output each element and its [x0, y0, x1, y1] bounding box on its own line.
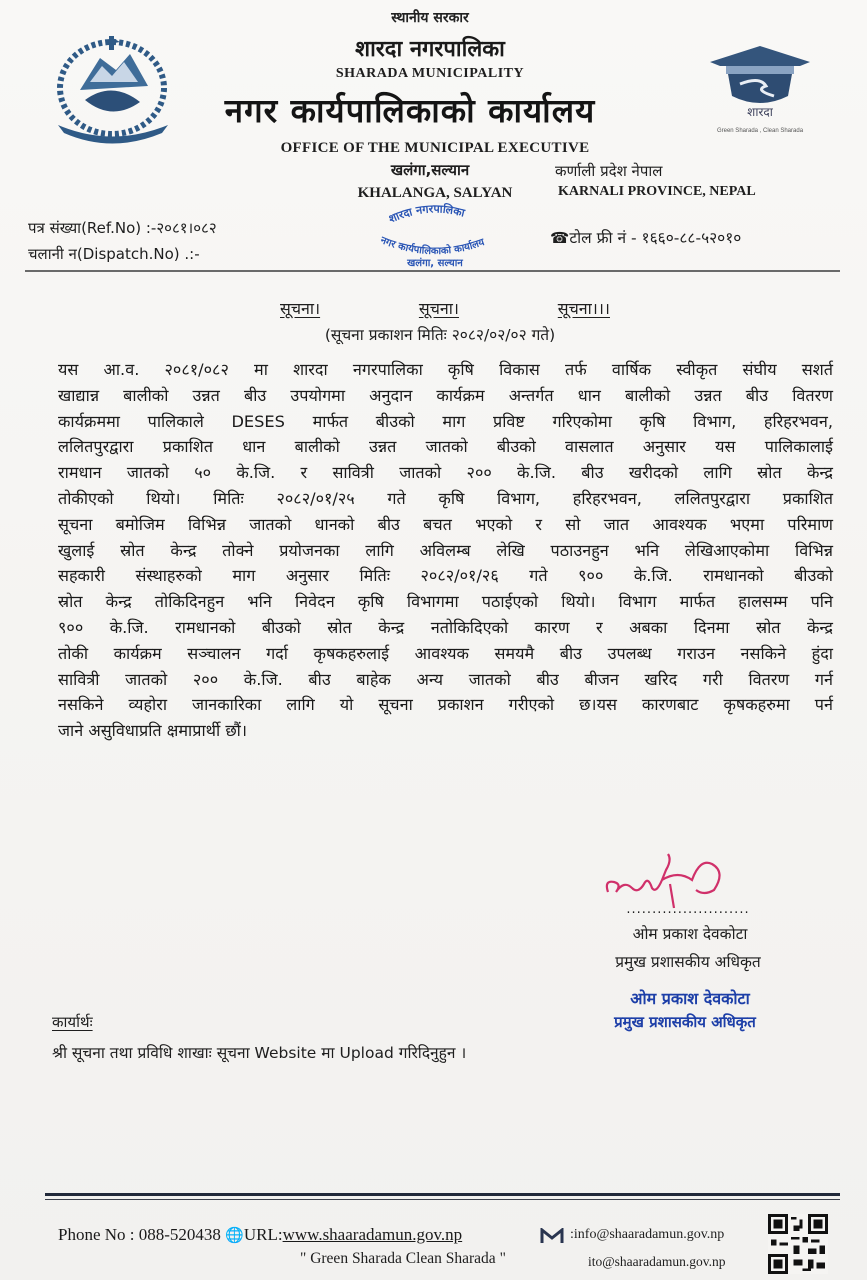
- body-line: रामधान जातको ५० के.जि. र सावित्री जातको २०० के.जि. बीउ खरीदको लागि स्रोत केन्द्र: [58, 463, 833, 483]
- gmail-icon: [540, 1228, 564, 1244]
- body-line: खुलाई स्रोत केन्द्र तोक्ने प्रयोजनका लागि अविलम्ब लेखि पठाउनहुन भनि लेखिआएकोमा विभिन्न: [58, 540, 833, 560]
- globe-icon: 🌐: [225, 1226, 244, 1244]
- office-stamp: [360, 200, 510, 274]
- signatory-title: प्रमुख प्रशासकीय अधिकृत: [615, 953, 761, 971]
- toll-free-text: टोल फ्री नं - १६६०-८८-५२०१०: [569, 229, 742, 247]
- sharada-logo: [700, 40, 820, 134]
- office-name-np: नगर कार्यपालिकाको कार्यालय: [224, 91, 596, 130]
- footer-rule: [45, 1193, 840, 1196]
- stamp-line-1: शारदा नगरपालिका: [386, 202, 467, 226]
- office-name-en: OFFICE OF THE MUNICIPAL EXECUTIVE: [280, 140, 590, 156]
- address-np: खलंगा,सल्यान: [390, 161, 470, 179]
- logo-tagline: Green Sharada , Clean Sharada: [716, 128, 804, 134]
- handwritten-signature: [600, 850, 730, 910]
- province-en: KARNALI PROVINCE, NEPAL: [558, 184, 756, 199]
- stamp-signatory-name: ओम प्रकाश देवकोटा: [630, 989, 750, 1008]
- footer-phone: Phone No : 088-520438: [58, 1225, 221, 1244]
- body-line: सहकारी संस्थाहरुको माग अनुसार मितिः २०८२/०१/२६ गते ९०० के.जि. रामधानको बीउको: [58, 566, 833, 586]
- svg-text:शारदा: शारदा: [747, 105, 773, 119]
- footer-rule-thin: [45, 1199, 840, 1200]
- body-line: ललितपुरद्वारा प्रकाशित धान बालीको उन्नत जातको बीउको वासलात अनुसार यस पालिकालाई: [58, 437, 833, 457]
- notice-published-date: (सूचना प्रकाशन मितिः २०८२/०२/०२ गते): [324, 326, 556, 344]
- svg-text:नगर कार्यपालिकाको कार्यालय: [378, 235, 487, 257]
- header-divider: [25, 270, 840, 272]
- footer-tagline: " Green Sharada Clean Sharada ": [300, 1250, 506, 1267]
- body-line: यस आ.व. २०८१/०८२ मा शारदा नगरपालिका कृषि विकास तर्फ वार्षिक स्वीकृत संघीय सशर्त: [58, 360, 833, 379]
- for-action-label: कार्यार्थः: [52, 1013, 93, 1031]
- telephone-icon: ☎: [550, 229, 570, 247]
- dispatch-number: चलानी न(Dispatch.No) .:-: [28, 245, 200, 263]
- notice-body: [58, 357, 833, 744]
- svg-text:शारदा नगरपालिका: [387, 202, 467, 226]
- website-link[interactable]: www.shaaradamun.gov.np: [282, 1225, 463, 1244]
- email-info[interactable]: :info@shaaradamun.gov.np: [570, 1227, 725, 1242]
- url-label: URL:: [243, 1225, 283, 1244]
- body-line: जाने असुविधाप्रति क्षमाप्रार्थी छौं।: [58, 721, 247, 741]
- notice-title-2: सूचना।: [418, 299, 459, 318]
- body-line: स्रोत केन्द्र तोकिदिनहुन भनि निवेदन कृषि विभागमा पठाईएको थियो। विभाग मार्फत हालसम्म पनि: [58, 592, 833, 612]
- email-ito[interactable]: ito@shaaradamun.gov.np: [588, 1254, 726, 1269]
- notice-title-1: सूचना।: [280, 299, 321, 318]
- notice-title-row: [280, 297, 610, 319]
- reference-number: पत्र संख्या(Ref.No) :-२०८१।०८२: [28, 219, 217, 237]
- body-line: खाद्यान्न बालीको उन्नत बीउ उपयोगमा अनुदान कार्यक्रम अन्तर्गत धान बालीको उन्नत बीउ वितरण: [58, 385, 833, 405]
- body-line: सावित्री जातको २०० के.जि. बीउ बाहेक अन्य जातको बीउ बीजन खरिद गरी वितरण गर्न: [58, 669, 833, 689]
- municipality-name-np: शारदा नगरपालिका: [355, 37, 505, 62]
- footer-contact: [58, 1225, 462, 1245]
- notice-title-3: सूचना।।।: [557, 299, 610, 318]
- province-np: कर्णाली प्रदेश नेपाल: [555, 162, 663, 180]
- sharada-municipality-logo-icon: [700, 40, 820, 130]
- toll-free-number: [550, 226, 741, 248]
- body-line: नसकिने व्यहोरा जानकारिका लागि यो सूचना प्रकाशन गरीएको छ।यस कारणबाट कृषकहरुमा पर्न: [58, 695, 833, 715]
- body-line: कार्यक्रममा पालिकाले DESES मार्फत बीउको माग प्रविष्ट गरिएकोमा कृषि विभाग, हरिहरभवन,: [58, 411, 833, 431]
- stamp-signatory-title: प्रमुख प्रशासकीय अधिकृत: [614, 1013, 756, 1031]
- body-line: तोकीएको थियो। मितिः २०८२/०१/२५ गते कृषि विभाग, हरिहरभवन, ललितपुरद्वारा प्रकाशित: [58, 488, 833, 508]
- stamp-line-2: नगर कार्यपालिकाको कार्यालय: [378, 235, 486, 258]
- qr-code-icon: [768, 1214, 828, 1274]
- body-line: तोकी कार्यक्रम सञ्चालन गर्दा कृषकहरुलाई आवश्यक समयमै बीउ उपलब्ध गराउन नसकिने हुंदा: [58, 643, 833, 663]
- stamp-line-3: खलंगा, सल्यान: [407, 258, 463, 269]
- signature-dots: ........................: [626, 902, 750, 917]
- for-action-line: श्री सूचना तथा प्रविधि शाखाः सूचना Website मा Upload गरिदिनुहुन ।: [52, 1044, 467, 1062]
- body-line: सूचना बमोजिम विभिन्न जातको धानको बीउ बचत भएको र सो जात आवश्यक भएमा परिमाण: [58, 514, 833, 534]
- address-en: KHALANGA, SALYAN: [357, 185, 513, 201]
- body-line: ९०० के.जि. रामधानको बीउको स्रोत केन्द्र नतोकिदिएको कारण र अबका दिनमा स्रोत केन्द्र: [58, 617, 833, 637]
- municipality-name-en: SHARADA MUNICIPALITY: [335, 66, 525, 81]
- signatory-name: ओम प्रकाश देवकोटा: [632, 925, 748, 943]
- local-government-label: स्थानीय सरकार: [391, 10, 469, 26]
